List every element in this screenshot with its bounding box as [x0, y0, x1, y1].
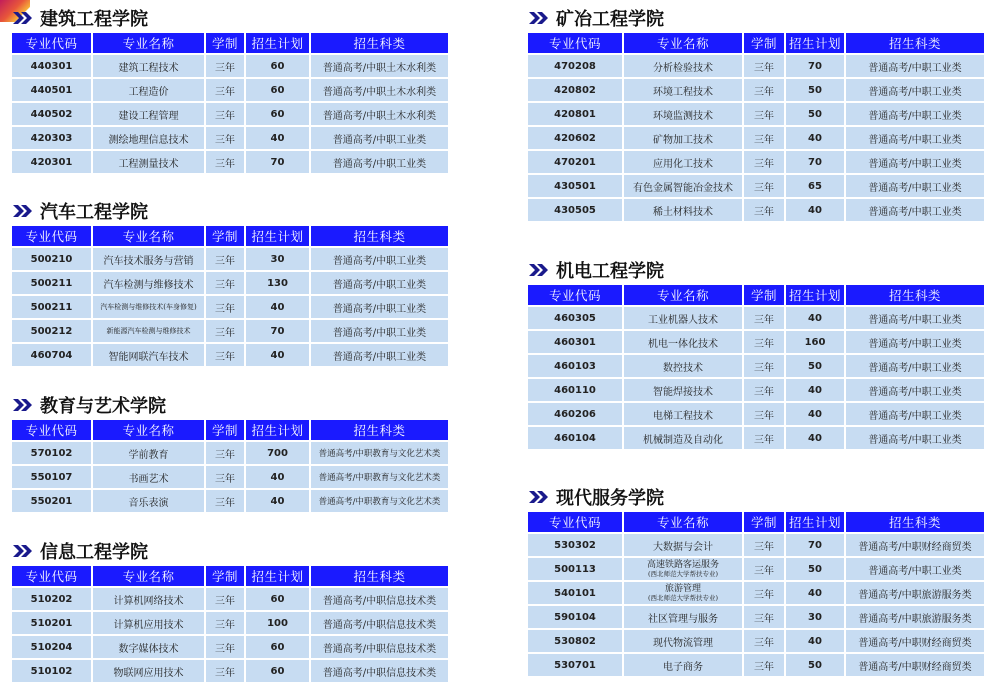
header-category: 招生科类 [311, 566, 448, 586]
cell-plan: 40 [246, 466, 309, 488]
header-name: 专业名称 [93, 420, 204, 440]
cell-plan: 60 [246, 79, 309, 101]
cell-plan: 130 [246, 272, 309, 294]
cell-plan: 70 [786, 151, 844, 173]
cell-duration: 三年 [744, 534, 784, 556]
table-header-row [528, 512, 984, 532]
cell-category: 普通高考/中职信息技术类 [311, 636, 448, 658]
table-row [528, 630, 984, 652]
section-title-text: 信息工程学院 [40, 542, 148, 563]
cell-duration: 三年 [744, 630, 784, 652]
cell-code: 420303 [12, 127, 91, 149]
table-row [12, 612, 448, 634]
table-row [528, 379, 984, 401]
cell-name: 计算机应用技术 [93, 612, 204, 634]
cell-duration: 三年 [206, 490, 244, 512]
cell-duration: 三年 [744, 582, 784, 604]
table-row [12, 127, 448, 149]
cell-name: 汽车技术服务与营销 [93, 248, 204, 270]
cell-plan: 40 [786, 199, 844, 221]
cell-name: 建设工程管理 [93, 103, 204, 125]
double-chevron-icon [12, 396, 34, 414]
cell-name: 环境监测技术 [624, 103, 742, 125]
cell-name: 有色金属智能冶金技术 [624, 175, 742, 197]
cell-duration: 三年 [744, 307, 784, 329]
table-row [12, 248, 448, 270]
cell-category: 普通高考/中职旅游服务类 [846, 582, 984, 604]
table-row [528, 606, 984, 628]
cell-name: 大数据与会计 [624, 534, 742, 556]
cell-category: 普通高考/中职工业类 [846, 127, 984, 149]
cell-code: 440502 [12, 103, 91, 125]
cell-duration: 三年 [206, 442, 244, 464]
cell-category: 普通高考/中职工业类 [311, 272, 448, 294]
table-row [528, 55, 984, 77]
cell-code: 470208 [528, 55, 622, 77]
cell-name: 稀土材料技术 [624, 199, 742, 221]
cell-category: 普通高考/中职工业类 [846, 151, 984, 173]
cell-name: 音乐表演 [93, 490, 204, 512]
table-row [12, 442, 448, 464]
cell-plan: 65 [786, 175, 844, 197]
cell-plan: 40 [246, 296, 309, 318]
cell-category: 普通高考/中职工业类 [846, 79, 984, 101]
table-row [12, 660, 448, 682]
header-name: 专业名称 [93, 566, 204, 586]
cell-duration: 三年 [744, 79, 784, 101]
cell-name: 建筑工程技术 [93, 55, 204, 77]
cell-code: 420602 [528, 127, 622, 149]
double-chevron-icon [12, 542, 34, 560]
cell-name: 工程造价 [93, 79, 204, 101]
cell-duration: 三年 [206, 55, 244, 77]
header-code: 专业代码 [528, 512, 622, 532]
cell-name: 工程测量技术 [93, 151, 204, 173]
table-row [12, 320, 448, 342]
program-name-note: (西北师范大学帮扶专业) [647, 570, 719, 578]
cell-plan: 40 [786, 427, 844, 449]
cell-category: 普通高考/中职信息技术类 [311, 588, 448, 610]
cell-plan: 50 [786, 103, 844, 125]
table-row [528, 355, 984, 377]
header-category: 招生科类 [846, 33, 984, 53]
program-name-main: 高速铁路客运服务 [646, 560, 719, 570]
cell-code: 460704 [12, 344, 91, 366]
cell-duration: 三年 [744, 558, 784, 580]
cell-code: 430501 [528, 175, 622, 197]
cell-plan: 60 [246, 636, 309, 658]
table-header-row [12, 420, 448, 440]
table-row [528, 331, 984, 353]
cell-duration: 三年 [744, 175, 784, 197]
cell-duration: 三年 [744, 606, 784, 628]
cell-duration: 三年 [744, 331, 784, 353]
cell-name: 新能源汽车检测与维修技术 [93, 320, 204, 342]
cell-code: 500210 [12, 248, 91, 270]
table-header-row [528, 33, 984, 53]
table-row [12, 272, 448, 294]
cell-plan: 60 [246, 660, 309, 682]
section-title-text: 汽车工程学院 [40, 202, 148, 223]
cell-name: 书画艺术 [93, 466, 204, 488]
cell-code: 430505 [528, 199, 622, 221]
cell-category: 普通高考/中职财经商贸类 [846, 630, 984, 652]
table-row [528, 307, 984, 329]
header-name: 专业名称 [93, 33, 204, 53]
table-row [528, 558, 984, 580]
cell-duration: 三年 [206, 127, 244, 149]
cell-duration: 三年 [206, 103, 244, 125]
double-chevron-icon [12, 9, 34, 27]
header-plan: 招生计划 [246, 226, 309, 246]
table-row [528, 199, 984, 221]
header-plan: 招生计划 [246, 420, 309, 440]
section-title [12, 392, 450, 418]
header-plan: 招生计划 [246, 566, 309, 586]
table-row [12, 79, 448, 101]
cell-plan: 40 [786, 379, 844, 401]
header-category: 招生科类 [846, 512, 984, 532]
cell-category: 普通高考/中职财经商贸类 [846, 654, 984, 676]
double-chevron-icon [528, 488, 550, 506]
header-name: 专业名称 [624, 33, 742, 53]
table-header-row [12, 566, 448, 586]
enrollment-table [10, 418, 450, 514]
cell-plan: 40 [786, 582, 844, 604]
cell-name: 矿物加工技术 [624, 127, 742, 149]
cell-code: 590104 [528, 606, 622, 628]
enrollment-table [526, 283, 986, 451]
table-row [528, 582, 984, 604]
table-header-row [12, 33, 448, 53]
enrollment-table [10, 31, 450, 175]
cell-code: 460305 [528, 307, 622, 329]
cell-name: 电梯工程技术 [624, 403, 742, 425]
cell-duration: 三年 [744, 654, 784, 676]
cell-category: 普通高考/中职工业类 [311, 296, 448, 318]
cell-plan: 70 [786, 55, 844, 77]
section-qiche [12, 198, 450, 368]
header-category: 招生科类 [311, 420, 448, 440]
table-row [12, 151, 448, 173]
cell-code: 540101 [528, 582, 622, 604]
cell-name: 机电一体化技术 [624, 331, 742, 353]
cell-category: 普通高考/中职工业类 [846, 379, 984, 401]
cell-code: 460110 [528, 379, 622, 401]
header-name: 专业名称 [93, 226, 204, 246]
cell-code: 500211 [12, 272, 91, 294]
header-code: 专业代码 [528, 285, 622, 305]
header-name: 专业名称 [624, 512, 742, 532]
section-title [528, 257, 986, 283]
cell-plan: 70 [246, 320, 309, 342]
header-duration: 学制 [206, 420, 244, 440]
cell-name: 数控技术 [624, 355, 742, 377]
cell-code: 460104 [528, 427, 622, 449]
program-name-note: (西北师范大学帮扶专业) [647, 594, 719, 602]
cell-code: 440301 [12, 55, 91, 77]
cell-plan: 70 [246, 151, 309, 173]
cell-plan: 160 [786, 331, 844, 353]
cell-code: 500211 [12, 296, 91, 318]
cell-code: 510201 [12, 612, 91, 634]
cell-duration: 三年 [744, 127, 784, 149]
cell-code: 440501 [12, 79, 91, 101]
cell-code: 550201 [12, 490, 91, 512]
header-plan: 招生计划 [786, 512, 844, 532]
cell-category: 普通高考/中职土木水利类 [311, 55, 448, 77]
cell-duration: 三年 [206, 272, 244, 294]
table-row [528, 127, 984, 149]
cell-name: 环境工程技术 [624, 79, 742, 101]
cell-name: 现代物流管理 [624, 630, 742, 652]
cell-plan: 40 [246, 344, 309, 366]
cell-duration: 三年 [206, 296, 244, 318]
cell-plan: 30 [246, 248, 309, 270]
table-row [528, 654, 984, 676]
cell-code: 510202 [12, 588, 91, 610]
cell-code: 460103 [528, 355, 622, 377]
header-duration: 学制 [206, 33, 244, 53]
table-row [12, 588, 448, 610]
section-title-text: 机电工程学院 [556, 261, 664, 282]
table-row [12, 55, 448, 77]
header-duration: 学制 [744, 33, 784, 53]
cell-category: 普通高考/中职信息技术类 [311, 660, 448, 682]
cell-plan: 40 [246, 490, 309, 512]
section-title [12, 198, 450, 224]
cell-name: 智能焊接技术 [624, 379, 742, 401]
table-row [528, 79, 984, 101]
table-row [12, 103, 448, 125]
cell-category: 普通高考/中职教育与文化艺术类 [311, 442, 448, 464]
cell-plan: 70 [786, 534, 844, 556]
cell-code: 420802 [528, 79, 622, 101]
cell-category: 普通高考/中职工业类 [846, 355, 984, 377]
header-name: 专业名称 [624, 285, 742, 305]
table-row [12, 490, 448, 512]
cell-name: 智能网联汽车技术 [93, 344, 204, 366]
cell-code: 570102 [12, 442, 91, 464]
cell-duration: 三年 [206, 320, 244, 342]
cell-duration: 三年 [744, 379, 784, 401]
cell-category: 普通高考/中职教育与文化艺术类 [311, 490, 448, 512]
cell-duration: 三年 [206, 588, 244, 610]
cell-plan: 50 [786, 654, 844, 676]
cell-name: 汽车检测与维修技术 [93, 272, 204, 294]
double-chevron-icon [528, 261, 550, 279]
table-row [528, 151, 984, 173]
cell-category: 普通高考/中职工业类 [311, 344, 448, 366]
section-title [528, 5, 986, 31]
cell-category: 普通高考/中职财经商贸类 [846, 534, 984, 556]
header-duration: 学制 [744, 285, 784, 305]
section-kuangye [528, 5, 986, 223]
cell-code: 470201 [528, 151, 622, 173]
header-plan: 招生计划 [246, 33, 309, 53]
header-plan: 招生计划 [786, 33, 844, 53]
cell-name: 机械制造及自动化 [624, 427, 742, 449]
section-title-text: 建筑工程学院 [40, 9, 148, 30]
cell-duration: 三年 [206, 151, 244, 173]
header-code: 专业代码 [12, 566, 91, 586]
cell-name: 电子商务 [624, 654, 742, 676]
cell-code: 530802 [528, 630, 622, 652]
header-code: 专业代码 [528, 33, 622, 53]
cell-code: 420801 [528, 103, 622, 125]
section-jiaoyu [12, 392, 450, 514]
header-duration: 学制 [206, 566, 244, 586]
header-category: 招生科类 [311, 226, 448, 246]
cell-code: 510204 [12, 636, 91, 658]
section-title-text: 现代服务学院 [556, 488, 664, 509]
enrollment-table [526, 510, 986, 678]
header-duration: 学制 [206, 226, 244, 246]
cell-plan: 40 [786, 127, 844, 149]
cell-duration: 三年 [206, 248, 244, 270]
section-title [528, 484, 986, 510]
header-category: 招生科类 [311, 33, 448, 53]
cell-duration: 三年 [206, 466, 244, 488]
cell-category: 普通高考/中职工业类 [311, 151, 448, 173]
cell-name: 汽车检测与维修技术(车身修复) [93, 296, 204, 318]
header-plan: 招生计划 [786, 285, 844, 305]
cell-duration: 三年 [206, 344, 244, 366]
table-row [12, 466, 448, 488]
cell-category: 普通高考/中职工业类 [846, 403, 984, 425]
cell-plan: 50 [786, 79, 844, 101]
cell-plan: 50 [786, 558, 844, 580]
cell-duration: 三年 [744, 403, 784, 425]
table-row [12, 296, 448, 318]
section-title-text: 教育与艺术学院 [40, 396, 166, 417]
cell-category: 普通高考/中职旅游服务类 [846, 606, 984, 628]
cell-plan: 40 [246, 127, 309, 149]
cell-duration: 三年 [744, 199, 784, 221]
table-row [528, 103, 984, 125]
cell-name [624, 558, 742, 580]
header-code: 专业代码 [12, 420, 91, 440]
double-chevron-icon [12, 202, 34, 220]
section-title [12, 538, 450, 564]
cell-duration: 三年 [206, 636, 244, 658]
cell-category: 普通高考/中职工业类 [311, 127, 448, 149]
cell-name: 测绘地理信息技术 [93, 127, 204, 149]
cell-category: 普通高考/中职工业类 [846, 558, 984, 580]
table-row [528, 175, 984, 197]
cell-category: 普通高考/中职工业类 [846, 175, 984, 197]
cell-category: 普通高考/中职教育与文化艺术类 [311, 466, 448, 488]
cell-duration: 三年 [206, 660, 244, 682]
cell-duration: 三年 [744, 103, 784, 125]
cell-category: 普通高考/中职工业类 [846, 103, 984, 125]
cell-name: 分析检验技术 [624, 55, 742, 77]
cell-plan: 40 [786, 403, 844, 425]
cell-duration: 三年 [744, 355, 784, 377]
cell-plan: 60 [246, 588, 309, 610]
cell-name: 应用化工技术 [624, 151, 742, 173]
cell-duration: 三年 [206, 612, 244, 634]
program-name-main: 旅游管理 [664, 584, 701, 594]
section-jianzhu [12, 5, 450, 175]
cell-code: 420301 [12, 151, 91, 173]
cell-name: 数字媒体技术 [93, 636, 204, 658]
cell-plan: 60 [246, 103, 309, 125]
cell-plan: 60 [246, 55, 309, 77]
enrollment-table [526, 31, 986, 223]
cell-plan: 50 [786, 355, 844, 377]
header-duration: 学制 [744, 512, 784, 532]
cell-name: 学前教育 [93, 442, 204, 464]
cell-name [624, 582, 742, 604]
cell-name: 物联网应用技术 [93, 660, 204, 682]
cell-code: 460301 [528, 331, 622, 353]
cell-category: 普通高考/中职土木水利类 [311, 79, 448, 101]
section-jidian [528, 257, 986, 451]
section-title-text: 矿冶工程学院 [556, 9, 664, 30]
table-row [528, 427, 984, 449]
cell-plan: 40 [786, 630, 844, 652]
cell-name: 工业机器人技术 [624, 307, 742, 329]
cell-plan: 700 [246, 442, 309, 464]
cell-category: 普通高考/中职工业类 [846, 55, 984, 77]
table-row [12, 636, 448, 658]
cell-duration: 三年 [206, 79, 244, 101]
table-header-row [12, 226, 448, 246]
cell-category: 普通高考/中职工业类 [846, 331, 984, 353]
section-title [12, 5, 450, 31]
cell-code: 460206 [528, 403, 622, 425]
cell-name: 社区管理与服务 [624, 606, 742, 628]
cell-code: 500113 [528, 558, 622, 580]
header-code: 专业代码 [12, 226, 91, 246]
cell-category: 普通高考/中职工业类 [311, 248, 448, 270]
cell-plan: 40 [786, 307, 844, 329]
cell-code: 530701 [528, 654, 622, 676]
header-code: 专业代码 [12, 33, 91, 53]
cell-duration: 三年 [744, 55, 784, 77]
cell-category: 普通高考/中职土木水利类 [311, 103, 448, 125]
table-row [528, 534, 984, 556]
header-category: 招生科类 [846, 285, 984, 305]
cell-code: 500212 [12, 320, 91, 342]
cell-category: 普通高考/中职工业类 [846, 307, 984, 329]
cell-category: 普通高考/中职工业类 [846, 199, 984, 221]
enrollment-table [10, 224, 450, 368]
cell-category: 普通高考/中职工业类 [846, 427, 984, 449]
section-xinxi [12, 538, 450, 684]
table-row [528, 403, 984, 425]
table-header-row [528, 285, 984, 305]
cell-duration: 三年 [744, 151, 784, 173]
section-xiandai [528, 484, 986, 678]
cell-code: 550107 [12, 466, 91, 488]
double-chevron-icon [528, 9, 550, 27]
enrollment-table [10, 564, 450, 684]
cell-category: 普通高考/中职信息技术类 [311, 612, 448, 634]
cell-code: 510102 [12, 660, 91, 682]
cell-plan: 100 [246, 612, 309, 634]
cell-name: 计算机网络技术 [93, 588, 204, 610]
table-row [12, 344, 448, 366]
cell-category: 普通高考/中职工业类 [311, 320, 448, 342]
cell-duration: 三年 [744, 427, 784, 449]
cell-plan: 30 [786, 606, 844, 628]
cell-code: 530302 [528, 534, 622, 556]
